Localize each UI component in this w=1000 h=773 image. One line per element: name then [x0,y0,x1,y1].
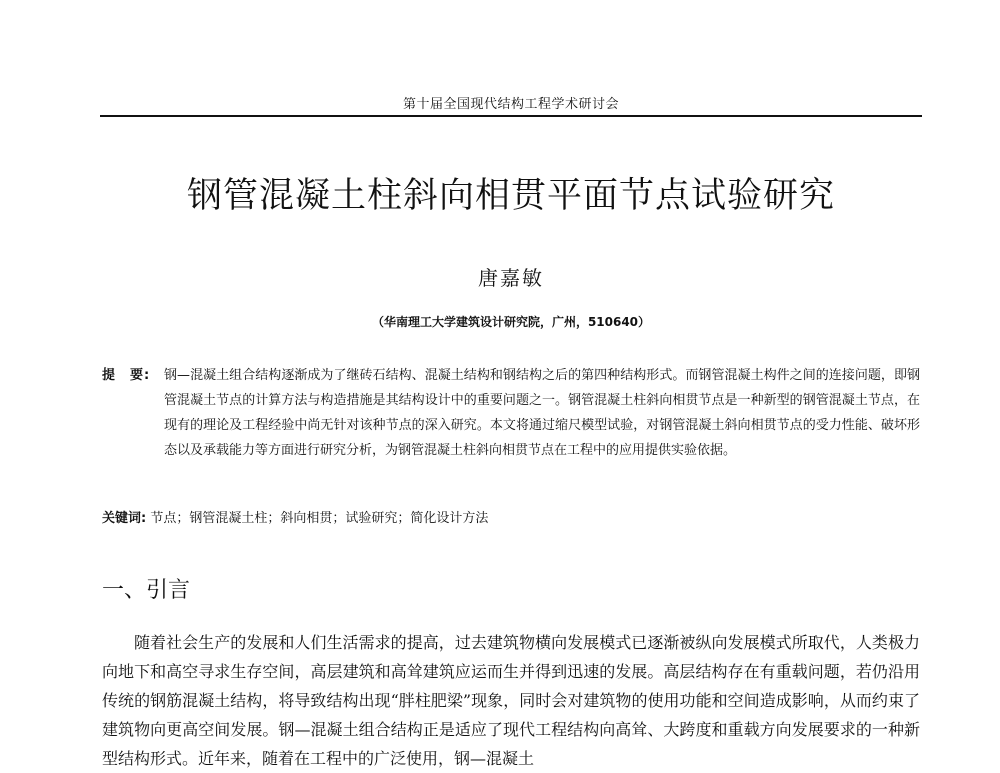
author-name: 唐嘉敏 [478,266,544,290]
body-paragraph: 随着社会生产的发展和人们生活需求的提高，过去建筑物横向发展模式已逐渐被纵向发展模式所取代，人类极力向地下和高空寻求生存空间，高层建筑和高耸建筑应运而生并得到迅速的发展。高层结构存在有重载问题，若仍沿用传统的钢筋混凝土结构，将导致结构出现“胖柱肥梁”现象，同时会对建筑物的使用功能和空间造成影响，从而约束了建筑物向更高空间发展。钢—混凝土组合结构正是适应了现代工程结构向高耸、大跨度和重载方向发展要求的一种新型结构形式。近年来，随着在工程中的广泛使用，钢—混凝土 [102,633,920,768]
keywords-label: 关键词: [102,511,147,526]
abstract-text: 钢—混凝土组合结构逐渐成为了继砖石结构、混凝土结构和钢结构之后的第四种结构形式。而钢管混凝土构件之间的连接问题，即钢管混凝土节点的计算方法与构造措施是其结构设计中的重要问题之一。钢管混凝土柱斜向相贯节点是一种新型的钢管混凝土节点，在现有的理论及工程经验中尚无针对该种节点的深入研究。本文将通过缩尺模型试验，对钢管混凝土斜向相贯节点的受力性能、破坏形态以及承载能力等方面进行研究分析，为钢管混凝土柱斜向相贯节点在工程中的应用提供实验依据。 [164,368,920,458]
keywords [102,508,920,530]
abstract [102,363,920,463]
author-affiliation: （华南理工大学建筑设计研究院，广州，510640） [371,315,651,329]
running-header: 第十届全国现代结构工程学术研讨会 [402,97,619,112]
keywords-text: 节点；钢管混凝土柱；斜向相贯；试验研究；简化设计方法 [150,511,489,526]
section-heading-introduction: 一、引言 [102,578,191,603]
header-rule [100,115,922,117]
paper-title: 钢管混凝土柱斜向相贯平面节点试验研究 [186,176,835,216]
abstract-label: 提 要: [102,368,151,383]
